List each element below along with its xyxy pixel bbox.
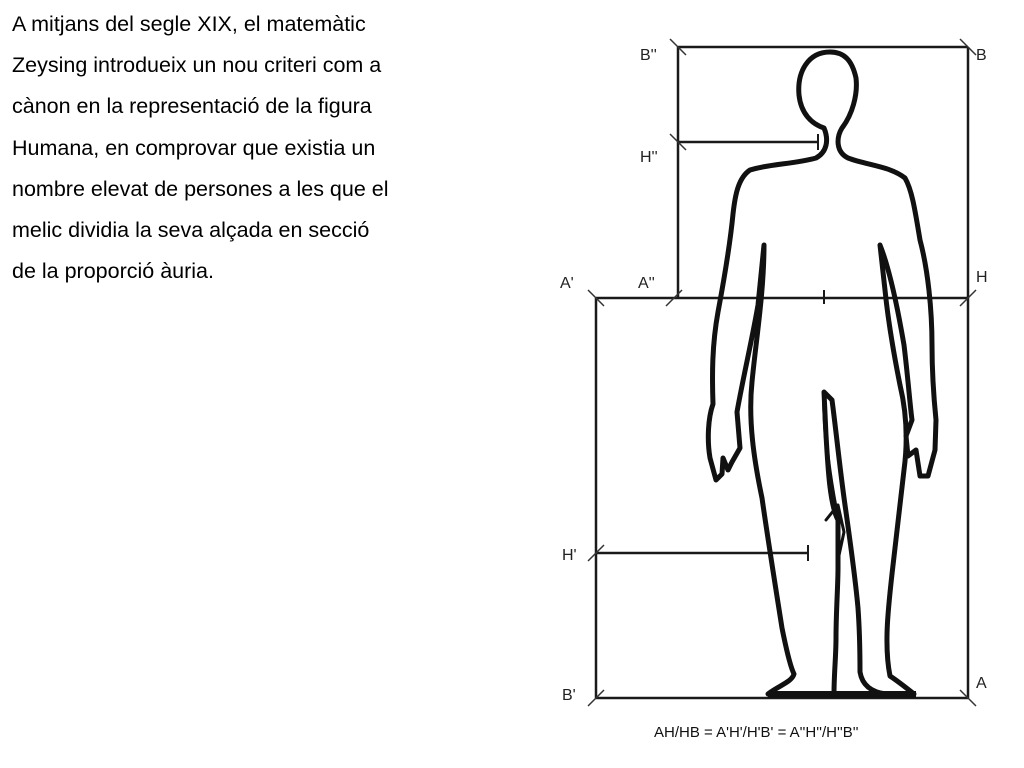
label-B-pp: B''	[640, 47, 657, 64]
human-figure-outline	[708, 52, 936, 694]
label-A-p: A'	[560, 275, 574, 292]
golden-ratio-formula: AH/HB = A'H'/H'B' = A''H''/H''B''	[654, 724, 859, 741]
label-B-p: B'	[562, 687, 576, 704]
label-A: A	[976, 675, 987, 692]
feet-base	[768, 691, 916, 698]
figure-body-outline	[708, 52, 936, 694]
paragraph-line: cànon en la representació de la figura	[12, 94, 372, 119]
paragraph-line: Zeysing introdueix un nou criteri com a	[12, 53, 382, 78]
paragraph-line: melic dividia la seva alçada en secció	[12, 218, 370, 243]
corner-ticks	[588, 39, 976, 706]
paragraph-line: de la proporció àuria.	[12, 259, 214, 284]
label-B: B	[976, 47, 987, 64]
paragraph-line: nombre elevat de persones a les que el	[12, 176, 389, 201]
label-H: H	[976, 269, 988, 286]
point-labels	[560, 47, 988, 704]
paragraph-line: Humana, en comprovar que existia un	[12, 135, 376, 160]
paragraph-line: A mitjans del segle XIX, el matemàtic	[12, 12, 366, 36]
label-H-p: H'	[562, 547, 577, 564]
label-A-pp: A''	[638, 275, 655, 292]
label-H-pp: H''	[640, 149, 658, 166]
upper-proportion-box	[678, 47, 968, 698]
